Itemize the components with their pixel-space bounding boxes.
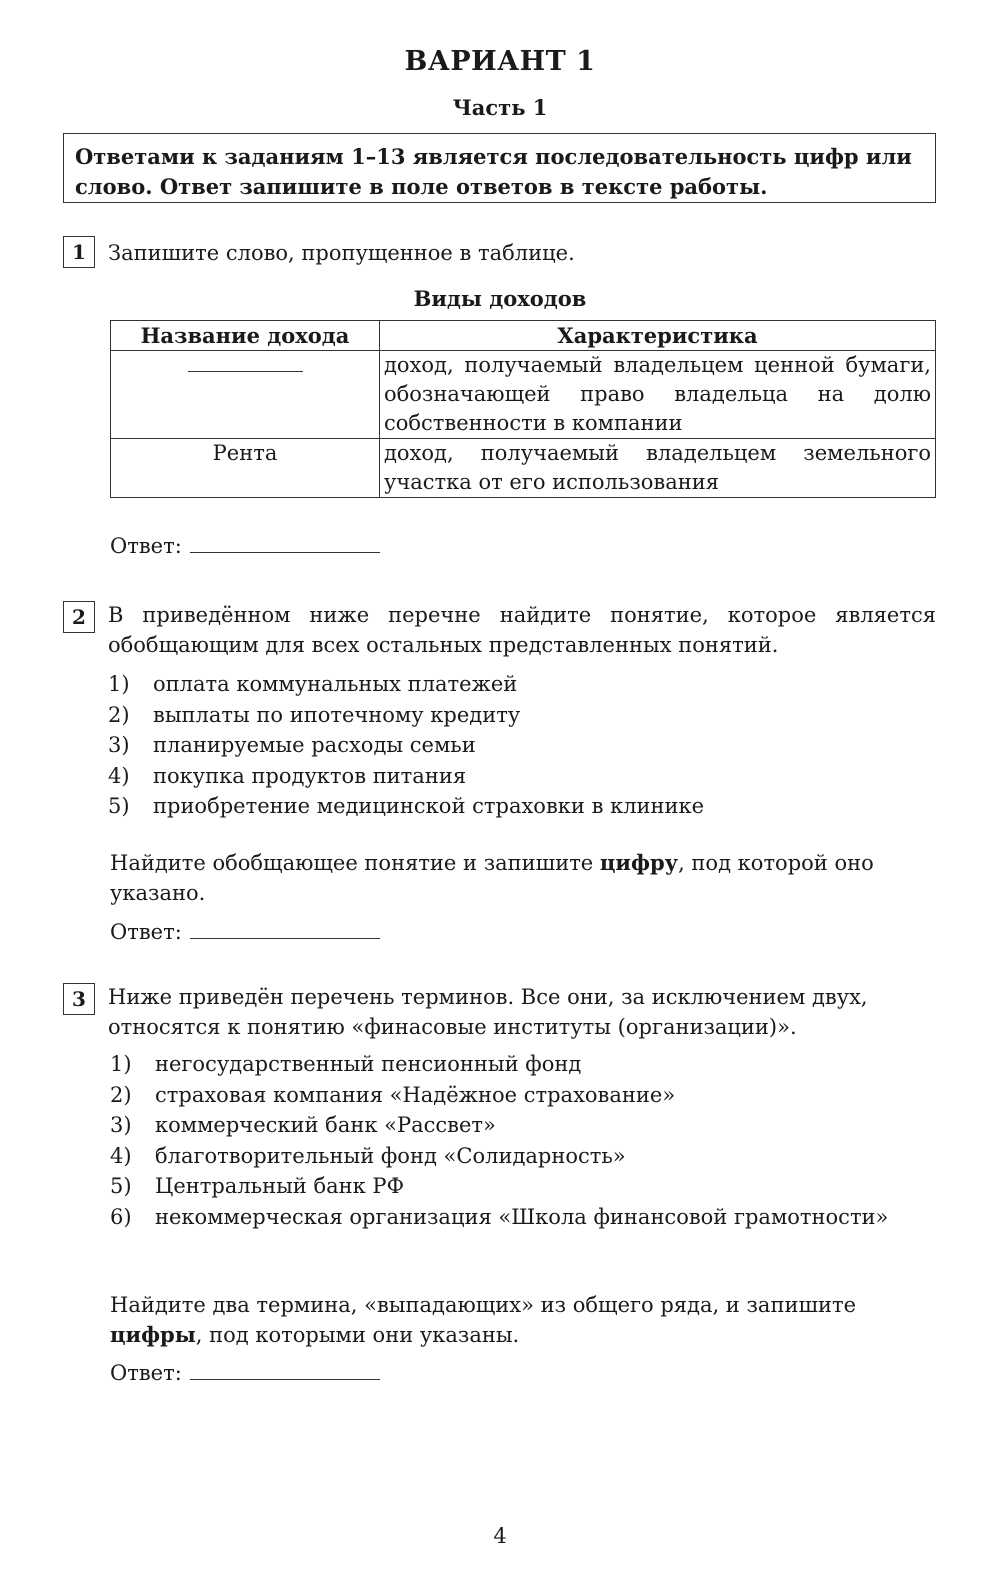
instruction-box: Ответами к заданиям 1–13 является последовательность цифр или слово. Ответ запишите в поле ответов в тексте работы. <box>63 133 936 203</box>
list-item: 6) некоммерческая организация «Школа финансовой грамотности» <box>110 1204 889 1229</box>
question-3-list <box>110 1049 936 1232</box>
question-1-text: Запишите слово, пропущенное в таблице. <box>108 241 575 265</box>
answer-field-1[interactable] <box>110 534 380 558</box>
list-item: 1) оплата коммунальных платежей <box>108 672 518 696</box>
table-header-characteristic: Характеристика <box>380 321 936 351</box>
list-item: 4) покупка продуктов питания <box>108 763 467 788</box>
variant-title: ВАРИАНТ 1 <box>404 46 596 77</box>
answer-line[interactable] <box>190 920 380 939</box>
question-2-number: 2 <box>63 601 95 633</box>
blank-answer-line <box>188 357 303 372</box>
list-item: 2) выплаты по ипотечному кредиту <box>108 702 521 727</box>
table-row <box>111 351 936 439</box>
answer-field-2[interactable] <box>110 920 380 944</box>
question-2-task: Найдите обобщающее понятие и запишите цифру, под которой оно указано. <box>110 850 874 905</box>
table-header-name: Название дохода <box>111 321 380 351</box>
answer-line[interactable] <box>190 1361 380 1380</box>
answer-line[interactable] <box>190 534 380 553</box>
list-item: 3) коммерческий банк «Рассвет» <box>110 1113 496 1137</box>
list-item: 2) страховая компания «Надёжное страхование» <box>110 1082 676 1107</box>
answer-label: Ответ: <box>110 1361 182 1385</box>
question-3-number: 3 <box>63 983 95 1015</box>
list-item: 5) приобретение медицинской страховки в клинике <box>108 794 705 818</box>
answer-label: Ответ: <box>110 920 182 944</box>
page-number: 4 <box>493 1524 507 1548</box>
question-3-task: Найдите два термина, «выпадающих» из общего ряда, и запишите цифры, под которыми они указаны. <box>110 1293 857 1347</box>
list-item: 3) планируемые расходы семьи <box>108 733 476 757</box>
list-item: 5) Центральный банк РФ <box>110 1174 404 1198</box>
table-cell-name: Рента <box>111 439 380 498</box>
table-title: Виды доходов <box>413 286 587 311</box>
income-table <box>110 320 936 498</box>
table-cell-name-blank <box>111 351 380 439</box>
answer-label: Ответ: <box>110 534 182 558</box>
question-2-text: В приведённом ниже перечне найдите понятие, которое является обобщающим для всех остальных представленных понятий. <box>108 603 936 657</box>
answer-field-3[interactable] <box>110 1361 380 1385</box>
table-row <box>111 439 936 498</box>
list-item: 4) благотворительный фонд «Солидарность» <box>110 1143 626 1168</box>
part-title: Часть 1 <box>452 95 548 120</box>
question-3-text: Ниже приведён перечень терминов. Все они, за исключением двух, относятся к понятию «финасовые институты (организации)». <box>108 985 868 1039</box>
question-1-number: 1 <box>63 236 95 268</box>
list-item: 1) негосударственный пенсионный фонд <box>110 1052 582 1076</box>
table-cell-desc: доход, получаемый владельцем земельного участка от его использования <box>380 439 936 498</box>
table-cell-desc: доход, получаемый владельцем ценной бумаги, обозначающей право владельца на долю собственности в компании <box>380 351 936 439</box>
question-2-list <box>108 669 936 822</box>
